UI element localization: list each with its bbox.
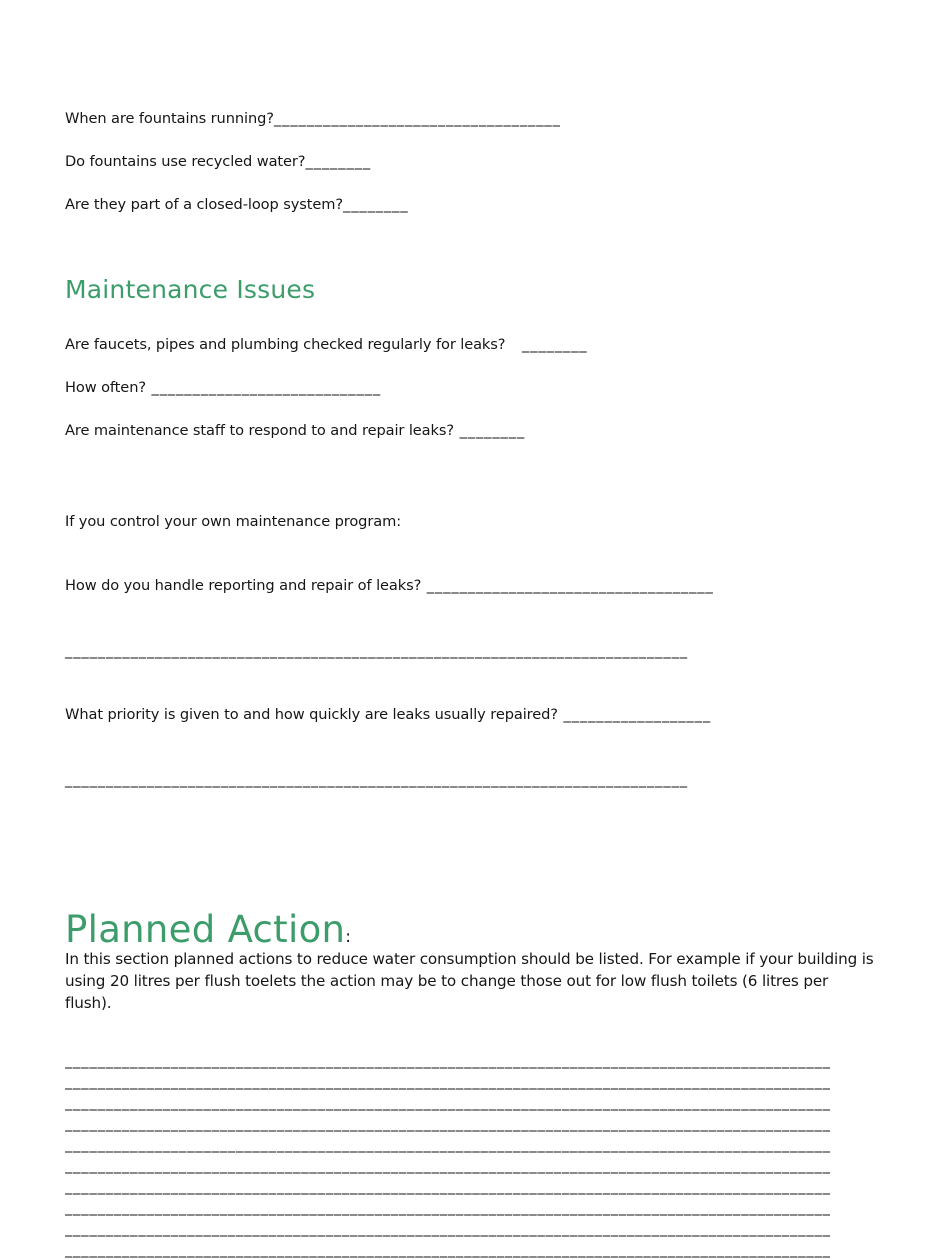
writing-line[interactable]: ______________________________________________________________________________________________ (65, 1052, 831, 1070)
answer-blank[interactable]: ___________________________________ (273, 110, 561, 127)
document-content (65, 112, 885, 1260)
fountain-question-group (65, 112, 885, 213)
planned-action-description: In this section planned actions to reduce water consumption should be listed. For example if your building is using 20 litres per flush toelets the action may be to change those out for low flush toilets (6 litres per flush). (65, 950, 874, 1013)
paragraph-spacer (65, 1014, 885, 1050)
writing-line[interactable]: ______________________________________________________________________________________________ (65, 1157, 831, 1175)
answer-blank[interactable]: __________________ (557, 706, 712, 724)
own-program-intro: If you control your own maintenance program: (65, 512, 402, 530)
question-label: Do fountains use recycled water? (65, 153, 306, 171)
question-label: When are fountains running? (65, 110, 274, 127)
writing-line[interactable]: ______________________________________________________________________________________________ (65, 1220, 831, 1238)
heading-spacer (65, 302, 885, 338)
question-how-often (65, 381, 885, 396)
answer-blank[interactable]: ________ (343, 196, 409, 214)
answer-blank-continuation[interactable]: ____________________________________________________________________________ (65, 770, 688, 788)
answer-blank[interactable]: ________ (305, 153, 372, 171)
question-leak-repair-priority (65, 704, 885, 726)
heading-colon: : (345, 927, 351, 948)
question-maintenance-staff-respond (65, 424, 885, 439)
question-label: How do you handle reporting and repair of leaks? (65, 577, 422, 595)
heading-maintenance-issues: Maintenance Issues (65, 275, 316, 305)
maintenance-question-group (65, 338, 885, 439)
question-plumbing-checked-for-leaks (65, 338, 885, 353)
question-label: What priority is given to and how quickly are leaks usually repaired? (65, 706, 558, 724)
answer-blank[interactable]: ____________________________ (145, 379, 382, 397)
writing-line[interactable]: ______________________________________________________________________________________________ (65, 1199, 831, 1217)
writing-line[interactable]: ______________________________________________________________________________________________ (65, 1115, 831, 1133)
question-closed-loop-system (65, 198, 885, 213)
question-label: Are faucets, pipes and plumbing checked regularly for leaks? (65, 336, 506, 354)
writing-line[interactable]: ______________________________________________________________________________________________ (65, 1073, 831, 1091)
question-label: Are they part of a closed-loop system? (65, 196, 343, 214)
question-handle-reporting-repair (65, 575, 885, 597)
answer-blank[interactable]: ___________________________________ (421, 577, 714, 595)
heading-planned-action-label: Planned Action (65, 908, 346, 952)
question-fountains-recycled-water (65, 155, 885, 170)
question-fountains-running (65, 112, 885, 127)
question-label: How often? (65, 379, 146, 397)
writing-line[interactable]: ______________________________________________________________________________________________ (65, 1241, 831, 1259)
section-spacer (65, 241, 885, 277)
writing-line[interactable]: ______________________________________________________________________________________________ (65, 1178, 831, 1196)
writing-line[interactable]: ______________________________________________________________________________________________ (65, 1136, 831, 1154)
answer-blank[interactable]: ________ (454, 422, 526, 440)
section-spacer (65, 833, 885, 891)
heading-planned-action (65, 908, 885, 952)
planned-action-writing-lines (65, 1050, 885, 1260)
question-label: Are maintenance staff to respond to and repair leaks? (65, 422, 455, 440)
writing-line[interactable]: ______________________________________________________________________________________________ (65, 1094, 831, 1112)
answer-blank-continuation[interactable]: ____________________________________________________________________________ (65, 641, 688, 659)
own-maintenance-program-block (65, 468, 885, 834)
answer-blank[interactable]: ________ (505, 336, 588, 354)
